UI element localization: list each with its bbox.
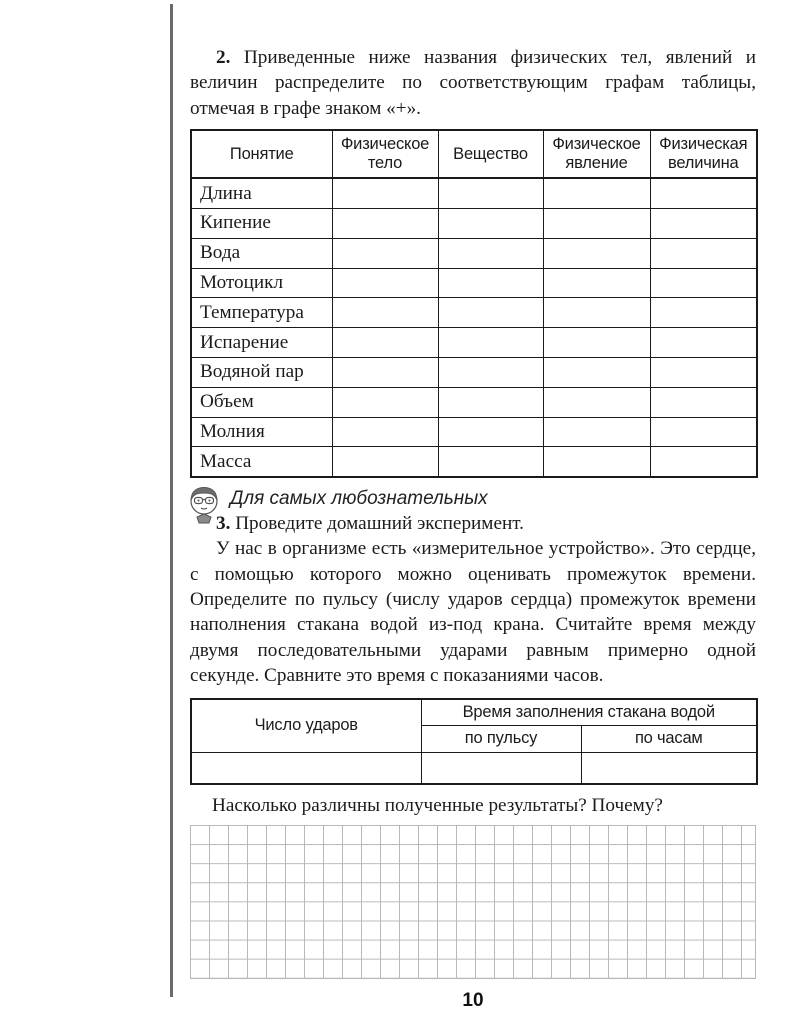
- empty-cell: [438, 298, 543, 328]
- empty-cell: [332, 358, 438, 388]
- empty-cell: [438, 387, 543, 417]
- empty-cell: [543, 387, 650, 417]
- empty-cell: [650, 417, 757, 447]
- row-label: Водяной пар: [191, 358, 332, 388]
- empty-cell: [438, 209, 543, 239]
- experiment-table-blank-row: [191, 752, 757, 784]
- task3-title-text: Проведите домашний эксперимент.: [235, 513, 524, 535]
- empty-cell: [438, 328, 543, 358]
- row-label: Мотоцикл: [191, 268, 332, 298]
- task2-text: Приведенные ниже названия физических тел, явлений и величин распределите по соответствующим графам таблицы, отмечая в графе знаком «+».: [190, 47, 756, 119]
- empty-cell: [650, 447, 757, 477]
- table-row: [191, 358, 757, 388]
- empty-cell: [332, 447, 438, 477]
- empty-cell: [650, 328, 757, 358]
- empty-cell: [650, 387, 757, 417]
- task3-title: [190, 511, 756, 536]
- empty-cell: [332, 417, 438, 447]
- empty-cell: [543, 298, 650, 328]
- table-row: [191, 447, 757, 477]
- empty-cell: [650, 268, 757, 298]
- empty-cell: [438, 417, 543, 447]
- task3-paragraph: У нас в организме есть «измерительное устройство». Это сердце, с помощью которого можно оценивать промежуток времени. Определите по пульсу (числу ударов сердца) промежуток времени наполнения стакана водой из-под крана. Считайте время между двумя последовательными ударами равным примерно одной секунде. Сравните это время с показаниями часов.: [190, 538, 756, 687]
- empty-cell: [191, 752, 421, 784]
- column-header: Физическое тело: [332, 130, 438, 178]
- column-header-fill-time: Время заполнения стакана водой: [421, 699, 757, 726]
- row-label: Молния: [191, 417, 332, 447]
- task2-paragraph: [190, 0, 756, 121]
- column-header: Вещество: [438, 130, 543, 178]
- empty-cell: [332, 387, 438, 417]
- empty-cell: [650, 178, 757, 208]
- table-row: [191, 178, 757, 208]
- empty-cell: [438, 268, 543, 298]
- curious-heading-label: Для самых любознательных: [230, 488, 488, 510]
- empty-cell: [543, 417, 650, 447]
- empty-cell: [650, 209, 757, 239]
- empty-cell: [581, 752, 757, 784]
- empty-cell: [438, 447, 543, 477]
- table-row: [191, 268, 757, 298]
- page-margin-line: [170, 4, 173, 997]
- empty-cell: [543, 178, 650, 208]
- row-label: Кипение: [191, 209, 332, 239]
- row-label: Вода: [191, 238, 332, 268]
- task3-question: Насколько различны полученные результаты? Почему?: [212, 794, 663, 816]
- empty-cell: [332, 178, 438, 208]
- empty-cell: [332, 238, 438, 268]
- column-header: Физическое явление: [543, 130, 650, 178]
- column-header-by-clock: по часам: [581, 725, 757, 752]
- empty-cell: [650, 238, 757, 268]
- row-label: Масса: [191, 447, 332, 477]
- row-label: Объем: [191, 387, 332, 417]
- empty-cell: [543, 447, 650, 477]
- empty-cell: [332, 298, 438, 328]
- row-label: Длина: [191, 178, 332, 208]
- table-row: [191, 209, 757, 239]
- table-row: [191, 238, 757, 268]
- empty-cell: [332, 268, 438, 298]
- boy-face-icon: [187, 485, 221, 525]
- row-label: Испарение: [191, 328, 332, 358]
- empty-cell: [543, 268, 650, 298]
- empty-cell: [543, 328, 650, 358]
- page-number: 10: [462, 990, 484, 1012]
- page-content: [190, 0, 756, 1012]
- empty-cell: [543, 209, 650, 239]
- empty-cell: [438, 358, 543, 388]
- curious-section-heading: [190, 487, 756, 536]
- column-header: Понятие: [191, 130, 332, 178]
- empty-cell: [543, 358, 650, 388]
- column-header-beats: Число ударов: [191, 699, 421, 753]
- empty-cell: [438, 238, 543, 268]
- table-row: [191, 298, 757, 328]
- table-row: [191, 417, 757, 447]
- classification-table: [190, 129, 758, 478]
- task2-number: 2.: [216, 47, 231, 68]
- empty-cell: [650, 298, 757, 328]
- row-label: Температура: [191, 298, 332, 328]
- empty-cell: [438, 178, 543, 208]
- task3-number: 3.: [216, 513, 231, 535]
- column-header-by-pulse: по пульсу: [421, 725, 581, 752]
- table-row: [191, 328, 757, 358]
- experiment-table: [190, 698, 758, 785]
- column-header: Физическая величина: [650, 130, 757, 178]
- empty-cell: [332, 328, 438, 358]
- empty-cell: [650, 358, 757, 388]
- empty-cell: [543, 238, 650, 268]
- table-row: [191, 387, 757, 417]
- empty-cell: [421, 752, 581, 784]
- empty-cell: [332, 209, 438, 239]
- classification-table-header-row: [191, 130, 757, 178]
- answer-grid: [190, 825, 756, 979]
